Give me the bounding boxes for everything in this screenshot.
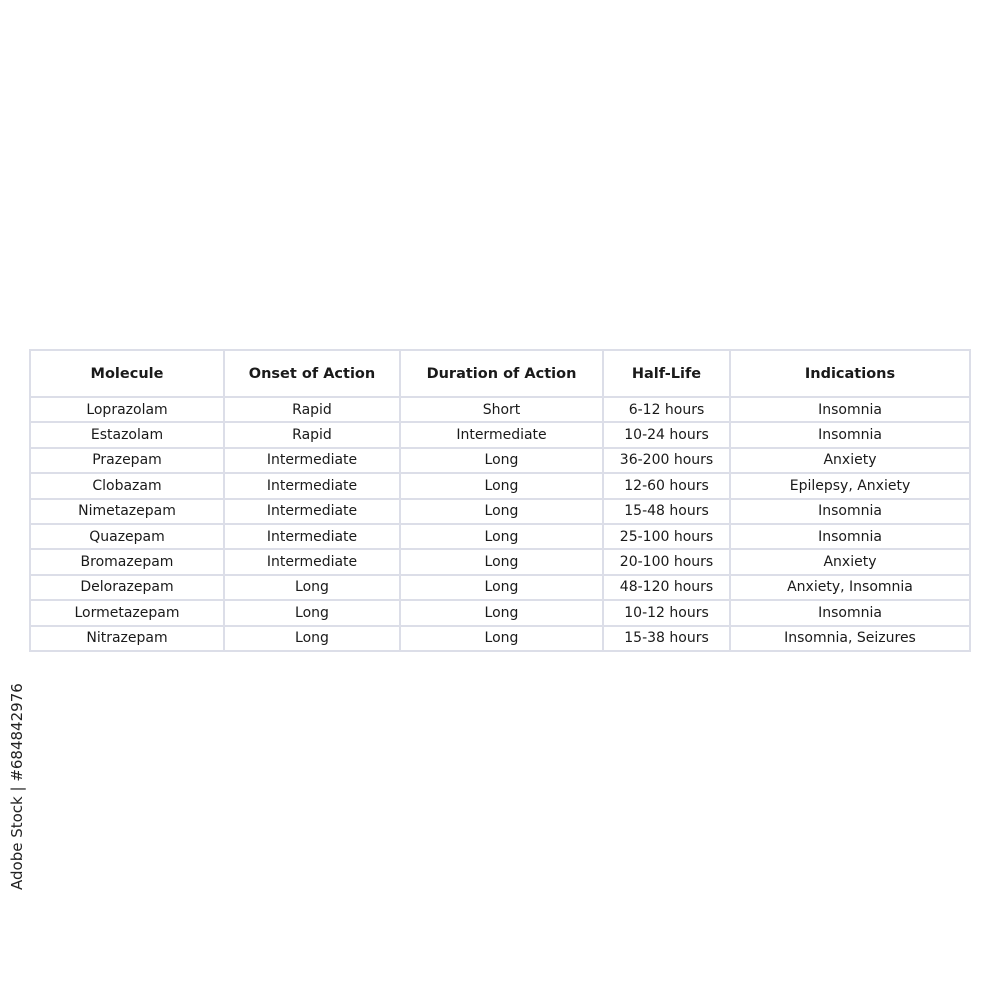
cell-half-life: 10-12 hours xyxy=(603,600,730,625)
cell-onset: Long xyxy=(224,575,400,600)
cell-indications: Insomnia xyxy=(730,422,970,447)
cell-indications: Anxiety xyxy=(730,549,970,574)
cell-duration: Long xyxy=(400,448,603,473)
cell-indications: Insomnia xyxy=(730,499,970,524)
cell-half-life: 48-120 hours xyxy=(603,575,730,600)
table-row xyxy=(30,397,970,422)
cell-onset: Intermediate xyxy=(224,549,400,574)
cell-indications: Insomnia, Seizures xyxy=(730,626,970,651)
table-row xyxy=(30,422,970,447)
cell-duration: Long xyxy=(400,499,603,524)
cell-molecule: Estazolam xyxy=(30,422,224,447)
cell-molecule: Loprazolam xyxy=(30,397,224,422)
cell-duration: Long xyxy=(400,575,603,600)
cell-molecule: Prazepam xyxy=(30,448,224,473)
cell-molecule: Quazepam xyxy=(30,524,224,549)
cell-indications: Anxiety xyxy=(730,448,970,473)
table-row xyxy=(30,575,970,600)
cell-onset: Rapid xyxy=(224,397,400,422)
table-row xyxy=(30,524,970,549)
cell-duration: Long xyxy=(400,626,603,651)
cell-molecule: Delorazepam xyxy=(30,575,224,600)
cell-molecule: Clobazam xyxy=(30,473,224,498)
cell-half-life: 10-24 hours xyxy=(603,422,730,447)
cell-half-life: 15-48 hours xyxy=(603,499,730,524)
cell-onset: Rapid xyxy=(224,422,400,447)
cell-indications: Epilepsy, Anxiety xyxy=(730,473,970,498)
table-row xyxy=(30,448,970,473)
table-row xyxy=(30,549,970,574)
cell-indications: Insomnia xyxy=(730,397,970,422)
table-row xyxy=(30,626,970,651)
cell-half-life: 12-60 hours xyxy=(603,473,730,498)
cell-half-life: 15-38 hours xyxy=(603,626,730,651)
cell-molecule: Nitrazepam xyxy=(30,626,224,651)
cell-indications: Anxiety, Insomnia xyxy=(730,575,970,600)
cell-duration: Long xyxy=(400,473,603,498)
header-half-life: Half-Life xyxy=(603,350,730,397)
table-row xyxy=(30,600,970,625)
table-row xyxy=(30,473,970,498)
cell-duration: Long xyxy=(400,524,603,549)
cell-onset: Intermediate xyxy=(224,499,400,524)
cell-molecule: Bromazepam xyxy=(30,549,224,574)
cell-molecule: Nimetazepam xyxy=(30,499,224,524)
cell-half-life: 36-200 hours xyxy=(603,448,730,473)
cell-duration: Long xyxy=(400,549,603,574)
cell-duration: Short xyxy=(400,397,603,422)
header-molecule: Molecule xyxy=(30,350,224,397)
cell-molecule: Lormetazepam xyxy=(30,600,224,625)
cell-onset: Intermediate xyxy=(224,524,400,549)
cell-onset: Long xyxy=(224,600,400,625)
header-indications: Indications xyxy=(730,350,970,397)
cell-onset: Intermediate xyxy=(224,473,400,498)
cell-half-life: 6-12 hours xyxy=(603,397,730,422)
cell-duration: Intermediate xyxy=(400,422,603,447)
cell-half-life: 20-100 hours xyxy=(603,549,730,574)
cell-duration: Long xyxy=(400,600,603,625)
cell-onset: Intermediate xyxy=(224,448,400,473)
cell-half-life: 25-100 hours xyxy=(603,524,730,549)
benzodiazepine-table xyxy=(29,349,971,652)
cell-indications: Insomnia xyxy=(730,600,970,625)
header-row xyxy=(30,350,970,397)
header-onset: Onset of Action xyxy=(224,350,400,397)
table-row xyxy=(30,499,970,524)
cell-onset: Long xyxy=(224,626,400,651)
stock-id-watermark: Adobe Stock | #684842976 xyxy=(8,683,26,890)
cell-indications: Insomnia xyxy=(730,524,970,549)
header-duration: Duration of Action xyxy=(400,350,603,397)
